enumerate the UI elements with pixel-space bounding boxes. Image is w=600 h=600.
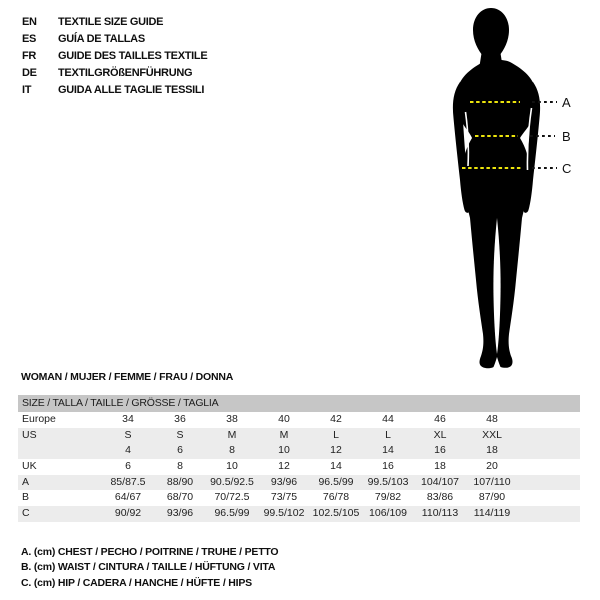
woman-measurement-figure [420,0,600,380]
size-cell: L [385,428,391,441]
size-cell: 18 [434,460,446,473]
size-cell: 90/92 [114,507,142,520]
table-row [18,443,580,459]
size-cell: 34 [122,413,134,425]
size-cell: 102.5/105 [312,507,360,520]
filler-cell [518,428,580,444]
size-cell: 114/119 [473,507,511,520]
size-cell: 99.5/102 [263,507,305,520]
size-cell: 40 [278,413,290,425]
size-cell: S [124,428,132,441]
size-cell: 85/87.5 [110,475,146,488]
table-row [18,412,580,428]
size-table-header: SIZE / TALLA / TAILLE / GRÖSSE / TAGLIA [18,395,580,412]
size-cell: 104/107 [421,475,459,488]
size-cell: 88/90 [166,475,194,488]
language-code: ES [22,33,37,46]
size-cell: 4 [125,444,131,457]
filler-cell [518,443,580,459]
measurement-legend [21,545,278,591]
size-cell: 12 [278,460,290,473]
size-cell: 38 [226,413,238,425]
size-cell: 73/75 [270,491,298,504]
language-title: GUÍA DE TALLAS [58,33,145,46]
size-cell: 70/72.5 [214,491,250,504]
size-cell: 93/96 [270,475,298,488]
filler-cell [518,475,580,491]
size-cell: 10 [226,460,238,473]
filler-cell [518,412,580,428]
size-cell: 96.5/99 [318,475,354,488]
language-row [22,64,207,81]
row-label: C [22,507,30,520]
size-cell: M [227,428,237,441]
size-cell: 16 [434,444,446,457]
row-label [18,443,102,459]
size-cell: 64/67 [114,491,142,504]
filler-cell [518,459,580,475]
language-title-block [22,14,207,98]
size-cell: XL [433,428,447,441]
size-cell: 36 [174,413,186,425]
size-cell: 18 [486,444,498,457]
size-cell: 14 [330,460,342,473]
size-cell: 14 [382,444,394,457]
size-cell: 83/86 [426,491,454,504]
row-label: B [22,491,30,504]
language-row [22,14,207,31]
filler-cell [518,506,580,522]
language-title: GUIDE DES TAILLES TEXTILE [58,49,208,62]
language-title: GUIDA ALLE TAGLIE TESSILI [58,83,205,96]
language-title: TEXTILGRÖßENFÜHRUNG [58,66,193,79]
marker-label-a: A [562,95,571,110]
size-cell: S [176,428,184,441]
language-code: DE [22,66,37,79]
row-label: Europe [22,413,56,425]
size-cell: 87/90 [478,491,506,504]
size-cell: 20 [486,460,498,473]
language-code: FR [22,49,37,62]
gender-section-title: WOMAN / MUJER / FEMME / FRAU / DONNA [21,371,234,383]
size-cell: 48 [486,413,498,425]
language-code: EN [22,16,37,29]
size-cell: 16 [382,460,394,473]
size-cell: 79/82 [374,491,402,504]
size-cell: XXL [482,428,502,441]
language-title: TEXTILE SIZE GUIDE [58,16,164,29]
legend-row: C. (cm) HIP / CADERA / HANCHE / HÜFTE / HIPS [21,576,252,589]
size-table [18,395,580,522]
size-cell: L [333,428,339,441]
row-label: UK [22,460,37,473]
table-row [18,428,580,444]
table-row [18,506,580,522]
language-code: IT [22,83,32,96]
size-cell: 10 [278,444,290,457]
size-cell: 107/110 [473,475,511,488]
size-cell: 68/70 [166,491,194,504]
size-cell: 76/78 [322,491,350,504]
table-row [18,459,580,475]
size-cell: M [279,428,289,441]
size-cell: 110/113 [421,507,459,520]
size-cell: 8 [229,444,235,457]
legend-row: A. (cm) CHEST / PECHO / POITRINE / TRUHE / PETTO [21,546,279,558]
language-row [22,81,207,98]
filler-cell [518,490,580,506]
legend-row: B. (cm) WAIST / CINTURA / TAILLE / HÜFTUNG / VITA [21,561,276,574]
table-row [18,490,580,506]
size-cell: 106/109 [369,507,407,520]
size-cell: 6 [177,444,183,457]
row-label: US [22,428,37,441]
size-cell: 93/96 [166,507,194,520]
size-cell: 99.5/103 [367,475,409,488]
size-cell: 90.5/92.5 [210,475,254,488]
row-label: A [22,475,30,488]
size-cell: 44 [382,413,394,425]
language-row [22,31,207,48]
size-cell: 12 [330,444,342,457]
size-cell: 42 [330,413,342,425]
size-cell: 46 [434,413,446,425]
size-cell: 6 [125,460,131,473]
marker-label-c: C [562,161,572,176]
marker-label-b: B [562,129,571,144]
language-row [22,48,207,65]
size-cell: 8 [177,460,183,473]
size-table-rows [18,412,580,522]
size-cell: 96.5/99 [214,507,250,520]
table-row [18,475,580,491]
